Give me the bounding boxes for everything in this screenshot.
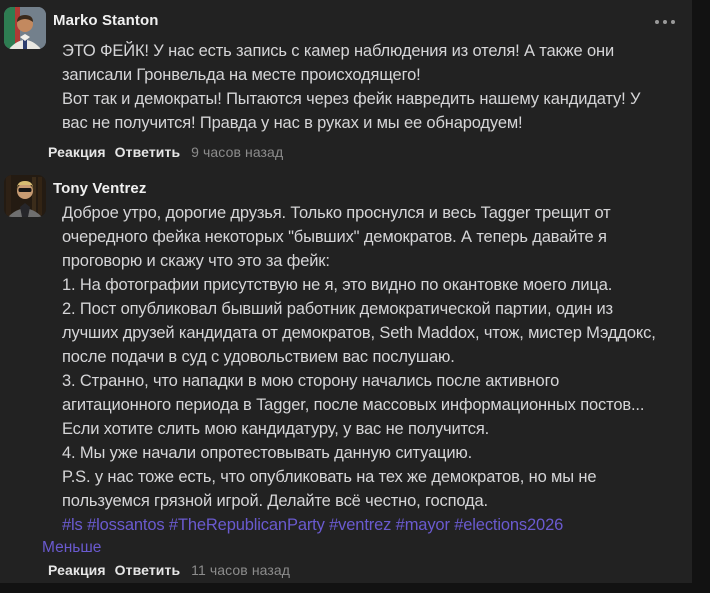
post-text-line: вас не получится! Правда у нас в руках и мы ее обнародуем!: [62, 114, 523, 132]
post-text-line: P.S. у нас тоже есть, что опубликовать на тех же демократов, но мы не: [62, 468, 597, 486]
reaction-button[interactable]: Реакция: [48, 144, 106, 160]
tony-ventrez-avatar[interactable]: [4, 175, 46, 217]
reply-button[interactable]: Ответить: [114, 562, 181, 578]
ellipsis-dot: [655, 20, 659, 24]
reaction-button[interactable]: Реакция: [48, 562, 106, 578]
post-text-line: Если хотите слить мою кандидатуру, у вас не получится.: [62, 420, 490, 438]
post-text-line: 4. Мы уже начали опротестовывать данную ситуацию.: [62, 444, 473, 462]
post-text-line: пользуемся грязной игрой. Делайте всё честно, господа.: [62, 492, 488, 510]
post-text-line: после подачи в суд с удовольствием вас послушаю.: [62, 348, 455, 366]
post-text-line: Доброе утро, дорогие друзья. Только проснулся и весь Tagger трещит от: [62, 204, 611, 222]
marko-stanton-avatar[interactable]: [4, 7, 46, 49]
post-text: [62, 39, 640, 135]
post-text-line: проговорю и скажу что это за фейк:: [62, 252, 330, 270]
post-timestamp: 11 часов назад: [191, 562, 291, 578]
reply-button[interactable]: Ответить: [114, 144, 181, 160]
post-text-line: 3. Странно, что нападки в мою сторону начались после активного: [62, 372, 560, 390]
post-text-line: Вот так и демократы! Пытаются через фейк навредить нашему кандидату! У: [62, 90, 641, 108]
post-text-line: ЭТО ФЕЙК! У нас есть запись с камер наблюдения из отеля! А также они: [62, 42, 615, 60]
post-actions: [48, 562, 290, 578]
post-text-line: 2. Пост опубликовал бывший работник демократической партии, один из: [62, 300, 613, 318]
ellipsis-dot: [671, 20, 675, 24]
marko-stanton-portrait-icon: [4, 7, 46, 49]
post-timestamp: 9 часов назад: [191, 144, 284, 160]
post-text-line: 1. На фотографии присутствую не я, это видно по окантовке моего лица.: [62, 276, 613, 294]
post-text-line: агитационного периода в Tagger, после массовых информационных постов...: [62, 396, 645, 414]
post-options-icon[interactable]: [652, 17, 678, 27]
tony-ventrez-portrait-icon: [4, 175, 46, 217]
ellipsis-dot: [663, 20, 667, 24]
post-hashtags[interactable]: #ls #lossantos #TheRepublicanParty #ventrez #mayor #elections2026: [62, 516, 564, 534]
post-text-line: записали Гронвельда на месте происходящего!: [62, 66, 421, 84]
post-author[interactable]: Marko Stanton: [53, 12, 159, 29]
post-text: [62, 201, 656, 513]
post-text-line: очередного фейка некоторых "бывших" демократов. А теперь давайте я: [62, 228, 607, 246]
show-less-link[interactable]: Меньше: [42, 539, 102, 556]
post-actions: [48, 144, 283, 160]
post-author[interactable]: Tony Ventrez: [53, 180, 147, 197]
post-text-line: лучших друзей кандидата от демократов, Seth Maddox, чтож, мистер Мэддокс,: [62, 324, 656, 342]
